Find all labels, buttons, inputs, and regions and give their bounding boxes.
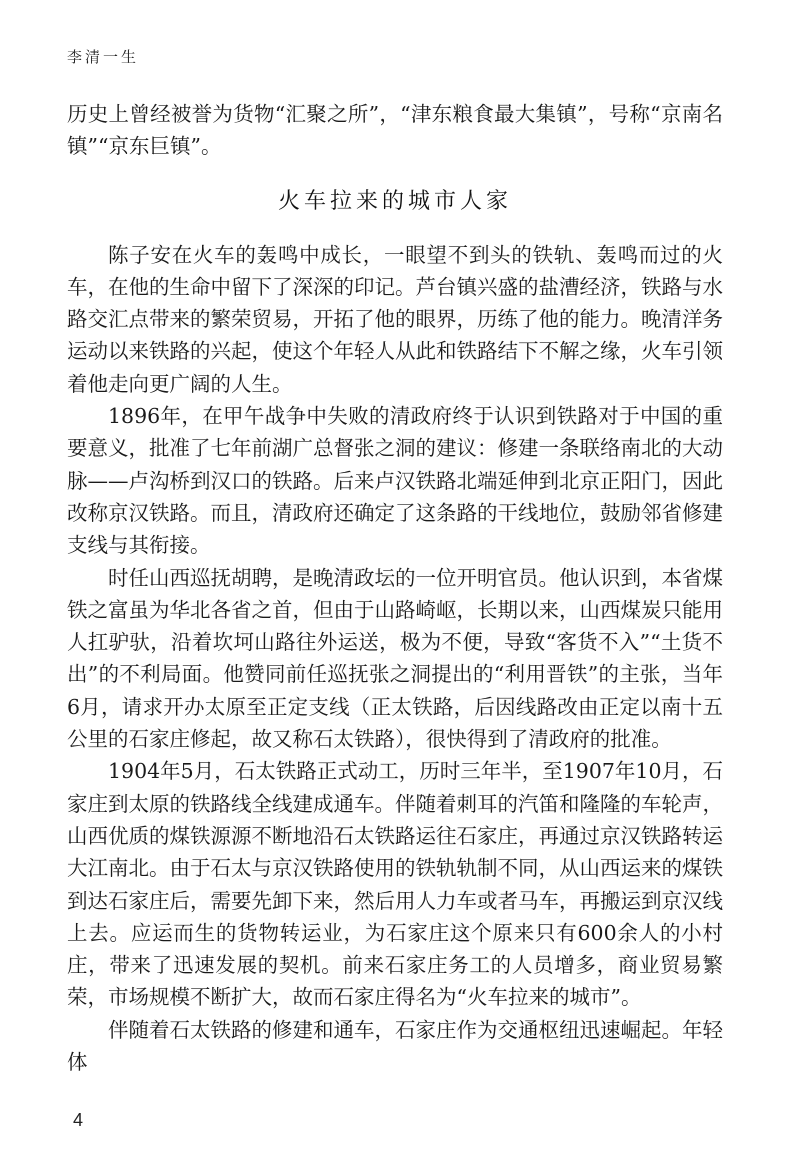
page-number: 4	[73, 1110, 84, 1131]
paragraph: 陈子安在火车的轰鸣中成长，一眼望不到头的铁轨、轰鸣而过的火车，在他的生命中留下了深深的印记。芦台镇兴盛的盐漕经济，铁路与水路交汇点带来的繁荣贸易，开拓了他的眼界，历练了他的能力。晚清洋务运动以来铁路的兴起，使这个年轻人从此和铁路结下不解之缘，火车引领着他走向更广阔的人生。	[67, 242, 723, 396]
continuation-text	[67, 98, 723, 163]
section-title: 火车拉来的城市人家	[277, 188, 512, 214]
paragraph: 1904年5月，石太铁路正式动工，历时三年半，至1907年10月，石家庄到太原的铁路线全线建成通车。伴随着刺耳的汽笛和隆隆的车轮声，山西优质的煤铁源源不断地沿石太铁路运往石家庄，再通过京汉铁路转运大江南北。由于石太与京汉铁路使用的铁轨轨制不同，从山西运来的煤铁到达石家庄后，需要先卸下来，然后用人力车或者马车，再搬运到京汉线上去。应运而生的货物转运业，为石家庄这个原来只有600余人的小村庄，带来了迅速发展的契机。前来石家庄务工的人员增多，商业贸易繁荣，市场规模不断扩大，故而石家庄得名为“火车拉来的城市”。	[67, 759, 723, 1010]
paragraph-continued: 历史上曾经被誉为货物“汇聚之所”，“津东粮食最大集镇”，号称“京南名镇”“京东巨镇”。	[67, 102, 723, 159]
paragraph: 伴随着石太铁路的修建和通车，石家庄作为交通枢纽迅速崛起。年轻体	[67, 1017, 723, 1075]
paragraph: 1896年，在甲午战争中失败的清政府终于认识到铁路对于中国的重要意义，批准了七年前湖广总督张之洞的建议：修建一条联络南北的大动脉——卢沟桥到汉口的铁路。后来卢汉铁路北端延伸到北京正阳门，因此改称京汉铁路。而且，清政府还确定了这条路的干线地位，鼓励邻省修建支线与其衔接。	[67, 404, 723, 558]
body-text	[67, 239, 723, 1079]
paragraph: 时任山西巡抚胡聘，是晚清政坛的一位开明官员。他认识到，本省煤铁之富虽为华北各省之首，但由于山路崎岖，长期以来，山西煤炭只能用人扛驴驮，沿着坎坷山路往外运送，极为不便，导致“客货不入”“土货不出”的不利局面。他赞同前任巡抚张之洞提出的“利用晋铁”的主张，当年6月，请求开办太原至正定支线（正太铁路，后因线路改由正定以南十五公里的石家庄修起，故又称石太铁路），很快得到了清政府的批准。	[67, 565, 723, 752]
running-head: 李清一生	[67, 48, 140, 66]
